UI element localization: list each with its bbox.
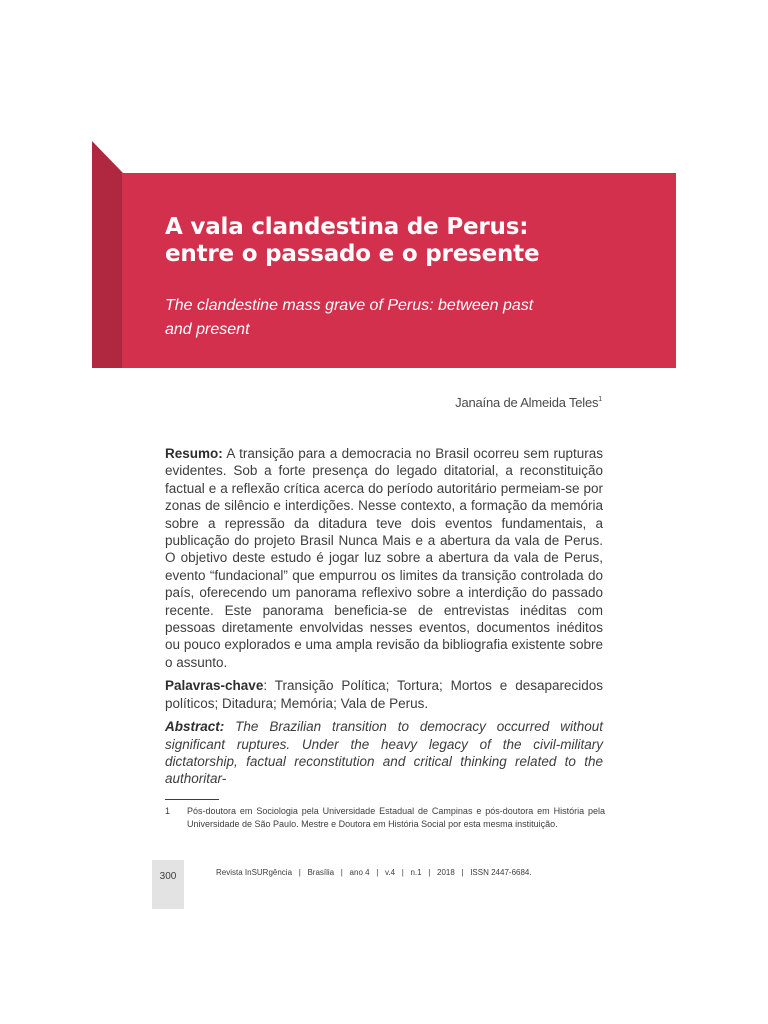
- keywords-label: Palavras-chave: [165, 678, 264, 694]
- running-footer: Revista InSURgência | Brasília | ano 4 | v.4 | n.1 | 2018 | ISSN 2447-6684.: [216, 868, 532, 877]
- footnote-divider: [165, 799, 219, 800]
- keywords-text: : Transição Política; Tortura; Mortos e desaparecidos políticos; Ditadura; Memória; Vala de Perus.: [165, 678, 603, 711]
- article-title: [165, 214, 665, 268]
- title-line-1: A vala clandestina de Perus:: [165, 214, 529, 240]
- resumo-text: A transição para a democracia no Brasil ocorreu sem rupturas evidentes. Sob a forte presença do legado ditatorial, a reconstituição factual e a reflexão crítica acerca do período autoritário permeiam-se por zonas de silêncio e interdições. Nesse contexto, a formação da memória sobre a repressão da ditadura teve dois eventos fundamentais, a publicação do projeto Brasil Nunca Mais e a abertura da vala de Perus. O objetivo deste estudo é jogar luz sobre a abertura da vala de Perus, evento “fundacional” que empurrou os limites da transição controlada do país, oferecendo um panorama reflexivo sobre a interdição do passado recente. Este panorama beneficia-se de entrevistas inéditas com pessoas diretamente envolvidas nesses eventos, documentos inéditos ou pouco explorados e uma ampla revisão da bibliografia existente sobre o assunto.: [165, 446, 603, 670]
- article-subtitle: [165, 294, 645, 342]
- author-footnote-mark[interactable]: 1: [598, 396, 602, 403]
- banner-fold: [92, 141, 123, 368]
- footnote: [165, 805, 605, 830]
- resumo-paragraph: [165, 445, 603, 671]
- footnote-text: Pós-doutora em Sociologia pela Universidade Estadual de Campinas e pós-doutora em História pela Universidade de São Paulo. Mestre e Doutora em História Social por esta mesma instituição.: [187, 806, 605, 829]
- article-body: [165, 445, 603, 794]
- page-number-box: [152, 860, 184, 909]
- subtitle-line-2: and present: [165, 321, 250, 338]
- abstract-paragraph: [165, 718, 603, 788]
- abstract-label: Abstract:: [165, 719, 225, 735]
- keywords-paragraph: [165, 677, 603, 712]
- abstract-text: The Brazilian transition to democracy occurred without significant ruptures. Under the heavy legacy of the civil-military dictatorship, factual reconstitution and critical thinking related to the authoritar-: [165, 719, 603, 787]
- page-number: 300: [159, 871, 177, 882]
- author-line: [455, 395, 602, 410]
- author-name: Janaína de Almeida Teles: [455, 395, 599, 410]
- title-line-2: entre o passado e o presente: [165, 241, 540, 267]
- footnote-number: 1: [165, 806, 171, 816]
- subtitle-line-1: The clandestine mass grave of Perus: between past: [165, 297, 534, 314]
- resumo-label: Resumo:: [165, 446, 223, 461]
